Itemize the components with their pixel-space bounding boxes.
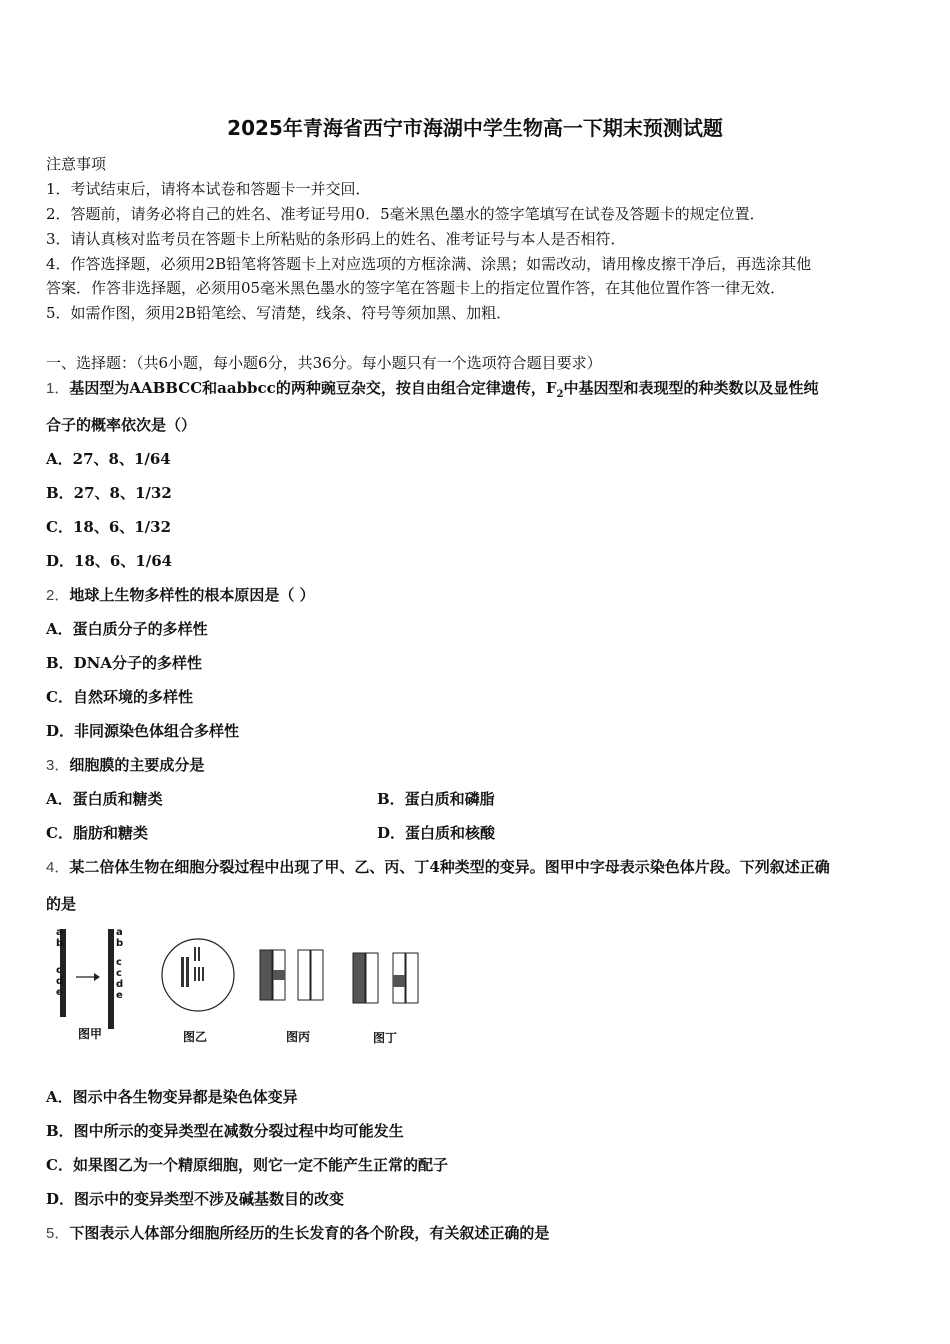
note-item: 3．请认真核对监考员在答题卡上所粘贴的条形码上的姓名、准考证号与本人是否相符．	[46, 230, 626, 248]
figure-caption: 图甲	[78, 1027, 103, 1041]
chromosome	[186, 957, 189, 987]
option-a[interactable]: A．蛋白质分子的多样性	[46, 620, 208, 638]
chromosome	[406, 953, 418, 1003]
chromosome	[181, 957, 184, 987]
chromosome	[298, 950, 310, 1000]
question-text: 的是	[46, 895, 77, 913]
option-c[interactable]: C．如果图乙为一个精原细胞，则它一定不能产生正常的配子	[46, 1156, 448, 1174]
chromosome	[366, 953, 378, 1003]
question-text: 细胞膜的主要成分是	[69, 756, 205, 774]
question-4-stem	[46, 856, 830, 877]
page-title: 2025年青海省西宁市海湖中学生物高一下期末预测试题	[227, 116, 723, 140]
figure-caption: 图丁	[373, 1031, 398, 1045]
note-item: 4．作答选择题，必须用2B铅笔将答题卡上对应选项的方框涂满、涂黑；如需改动，请用橡皮擦干净后，再选涂其他	[46, 255, 812, 273]
question-2-stem	[46, 584, 315, 605]
chromosome	[202, 967, 204, 981]
option-b[interactable]: B．图中所示的变异类型在减数分裂过程中均可能发生	[46, 1122, 404, 1140]
chromosome	[194, 967, 196, 981]
note-item: 1．考试结束后，请将本试卷和答题卡一并交回．	[46, 180, 371, 198]
f2-subscript: 2	[556, 389, 564, 400]
option-d[interactable]: D．图示中的变异类型不涉及碱基数目的改变	[46, 1190, 345, 1208]
question-3-stem	[46, 754, 204, 775]
f2-symbol: F	[545, 379, 557, 397]
swapped-segment	[273, 970, 285, 980]
question-number: 1．	[46, 380, 70, 397]
translocated-segment	[393, 975, 405, 987]
option-c[interactable]: C．脂肪和糖类	[46, 824, 148, 842]
chromosome	[311, 950, 323, 1000]
note-item: 答案．作答非选择题，必须用05毫米黑色墨水的签字笔在答题卡上的指定位置作答，在其他位置作答一律无效．	[46, 279, 786, 297]
option-a[interactable]: A．蛋白质和糖类	[46, 790, 163, 808]
question-text: 地球上生物多样性的根本原因是（ ）	[69, 586, 315, 604]
segment-labels-left: a b c d e	[56, 927, 64, 998]
question-text: 下图表示人体部分细胞所经历的生长发育的各个阶段，有关叙述正确的是	[69, 1224, 550, 1242]
option-c[interactable]: C．18、6、1/32	[46, 518, 172, 536]
question-number: 5．	[46, 1225, 70, 1242]
question-text: 基因型为AABBCC和aabbcc的两种豌豆杂交，按自由组合定律遗传，	[69, 379, 546, 397]
option-d[interactable]: D．蛋白质和核酸	[377, 824, 496, 842]
option-c[interactable]: C．自然环境的多样性	[46, 688, 193, 706]
segment-labels-right: a b c c d e	[116, 927, 124, 1001]
chromosome	[260, 950, 272, 1000]
chromosome-bar	[108, 929, 114, 1029]
figure-caption: 图乙	[183, 1030, 208, 1044]
notes-heading: 注意事项	[46, 155, 107, 173]
question-number: 4．	[46, 859, 70, 876]
option-d[interactable]: D．非同源染色体组合多样性	[46, 722, 240, 740]
note-item: 2．答题前，请务必将自己的姓名、准考证号用0．5毫米黑色墨水的签字笔填写在试卷及答题卡的规定位置．	[46, 205, 765, 223]
option-d[interactable]: D．18、6、1/64	[46, 552, 173, 570]
question-number: 2．	[46, 587, 70, 604]
chromosome	[353, 953, 365, 1003]
question-text: 某二倍体生物在细胞分裂过程中出现了甲、乙、丙、丁4种类型的变异。图甲中字母表示染色体片段。下列叙述正确	[69, 858, 830, 876]
question-5-stem	[46, 1222, 549, 1243]
note-item: 5．如需作图，须用2B铅笔绘、写清楚，线条、符号等须加黑、加粗．	[46, 304, 512, 322]
option-b[interactable]: B．27、8、1/32	[46, 484, 172, 502]
question-1-stem	[46, 377, 818, 400]
option-b[interactable]: B．DNA分子的多样性	[46, 654, 203, 672]
chromosome	[198, 947, 200, 961]
question-text: 中基因型和表现型的种类数以及显性纯	[563, 379, 819, 397]
chromosome	[198, 967, 200, 981]
option-a[interactable]: A．图示中各生物变异都是染色体变异	[46, 1088, 298, 1106]
option-a[interactable]: A．27、8、1/64	[46, 450, 171, 468]
question-number: 3．	[46, 757, 70, 774]
arrow-head	[94, 973, 100, 981]
question-text: 合子的概率依次是（）	[46, 416, 197, 434]
figure-caption: 图丙	[286, 1030, 311, 1044]
option-b[interactable]: B．蛋白质和磷脂	[377, 790, 495, 808]
chromosome-variation-figure	[50, 925, 430, 1050]
section-heading: 一、选择题：（共6小题，每小题6分，共36分。每小题只有一个选项符合题目要求）	[46, 354, 602, 372]
chromosome	[194, 947, 196, 961]
